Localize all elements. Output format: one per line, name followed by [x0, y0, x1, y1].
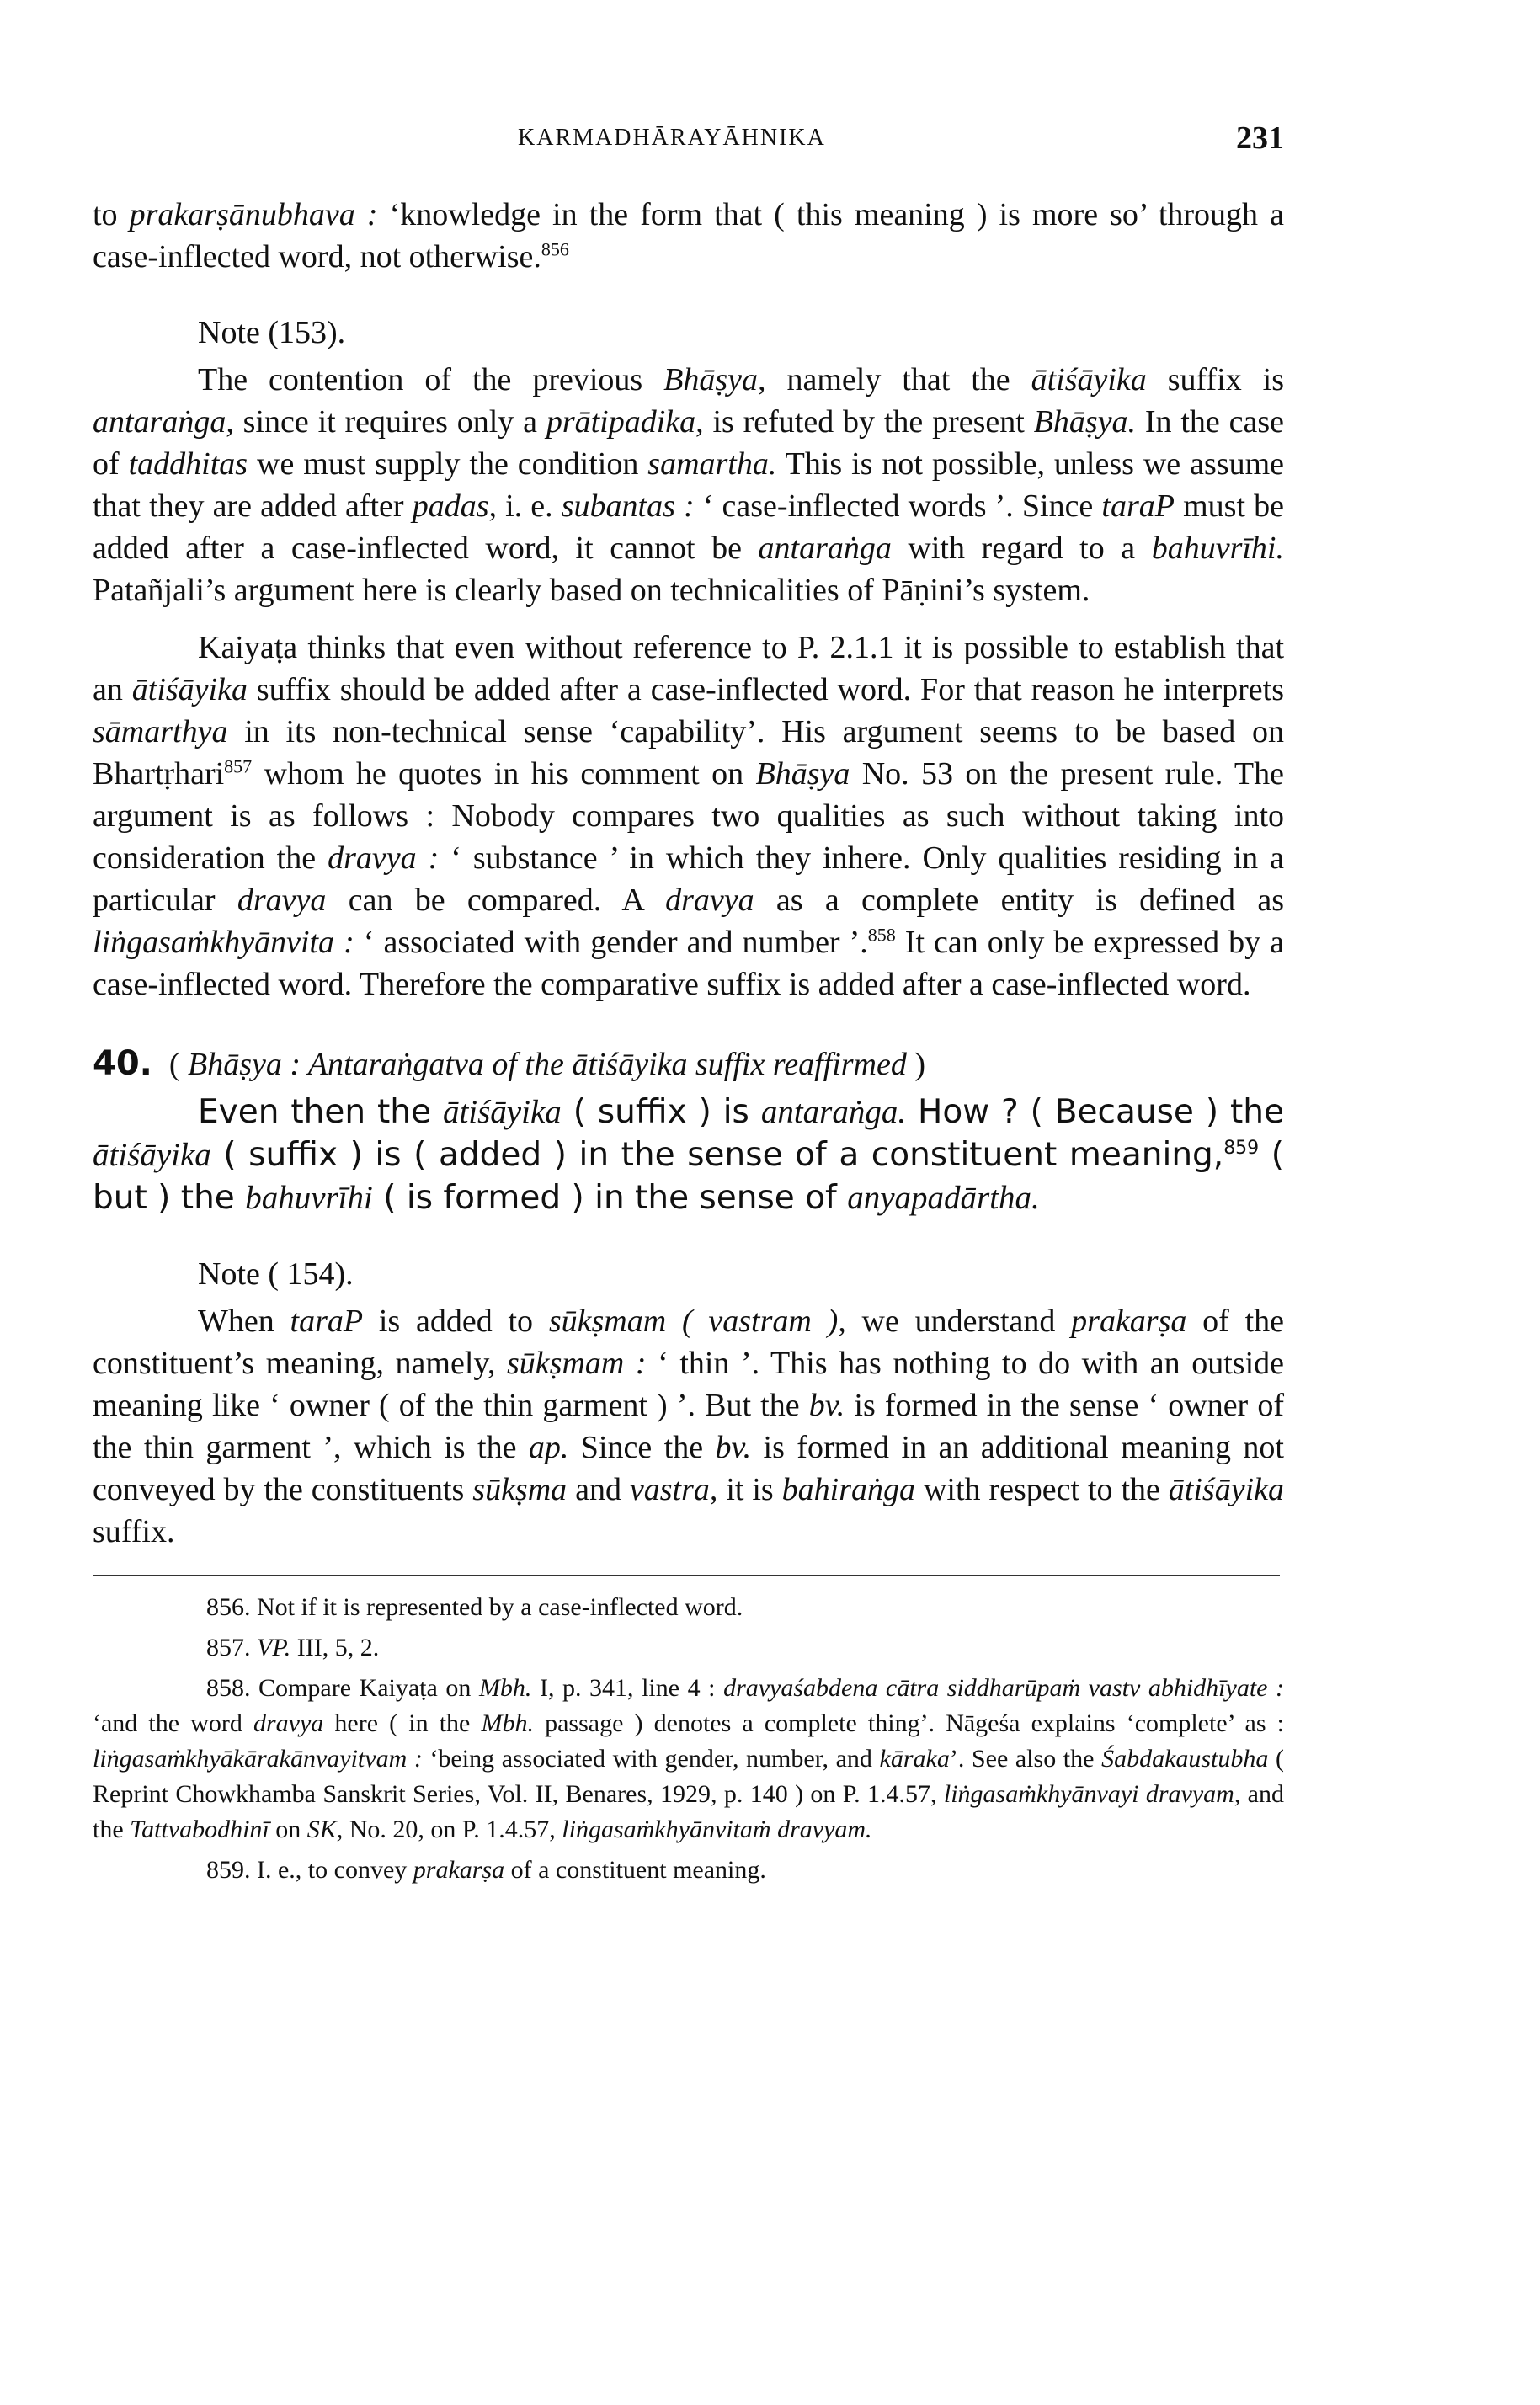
footnote-ref-858[interactable]: 858: [867, 924, 896, 946]
running-title: KARMADHĀRAYĀHNIKA: [518, 125, 826, 151]
footnote-856: 856. Not if it is represented by a case-inflected word.: [206, 1593, 743, 1621]
note-154-paragraph: When taraP is added to sūkṣmam ( vastram ), we understand prakarṣa of the constituent’s meaning, namely, sūkṣmam : ‘ thin ’. This has nothing to do with an outside meaning like ‘ owner ( of the thin garment ) ’. But the bv. is formed in the sense ‘ owner of the thin garment ’, which is the ap. Since the bv. is formed in an additional meaning not conveyed by the constituents sūkṣma and vastra, it is bahiraṅga with respect to the ātiśāyika suffix.: [93, 1304, 1285, 1549]
section-number: 40.: [93, 1044, 152, 1083]
footnote-ref-856[interactable]: 856: [541, 238, 569, 260]
footnotes: [93, 1590, 1284, 1888]
body-text: [93, 194, 1284, 1888]
section-40-translation: Even then the ātiśāyika ( suffix ) is antaraṅga. How ? ( Because ) the ātiśāyika ( suffix ) is ( added ) in the sense of a constituent meaning,$^{859}$ ( but ) the bahuvrīhi ( is formed ) in the sense of anyapadārtha.: [93, 1093, 1284, 1217]
section-40-heading: 40. ( Bhāṣya : Antaraṅgatva of the ātiśāyika suffix reaffirmed ): [93, 1044, 926, 1083]
paragraph-continuation: to prakarṣānubhava : ‘knowledge in the form that ( this meaning ) is more so’ through a case-inflected word, not otherwise.$^{856}$: [93, 197, 1284, 275]
footnote-ref-857[interactable]: 857: [224, 755, 253, 777]
footnote-divider: [93, 1575, 1280, 1576]
note-153-heading: Note (153).: [198, 315, 346, 350]
footnote-857: 857. VP. III, 5, 2.: [206, 1634, 380, 1661]
note-153-paragraph-1: The contention of the previous Bhāṣya, namely that the ātiśāyika suffix is antaraṅga, since it requires only a prātipadika, is refuted by the present Bhāṣya. In the case of taddhitas we must supply the condition samartha. This is not possible, unless we assume that they are added after padas, i. e. subantas : ‘ case-inflected words ’. Since taraP must be added after a case-inflected word, it cannot be antaraṅga with regard to a bahuvrīhi. Patañjali’s argument here is clearly based on technicalities of Pāṇini’s system.: [93, 362, 1284, 608]
footnote-ref-859[interactable]: 859: [1223, 1138, 1260, 1159]
page-number: 231: [1236, 120, 1284, 156]
footnote-859: 859. I. e., to convey prakarṣa of a constituent meaning.: [206, 1856, 766, 1884]
note-154-heading: Note ( 154).: [198, 1256, 354, 1292]
footnote-858: 858. Compare Kaiyaṭa on Mbh. I, p. 341, line 4 : dravyaśabdena cātra siddharūpaṁ vastv abhidhīyate : ‘and the word dravya here ( in the Mbh. passage ) denotes a complete thing’. Nāgeśa explains ‘complete’ as : liṅgasaṁkhyākārakānvayitvam : ‘being associated with gender, number, and kāraka’. See also the Śabdakaustubha ( Reprint Chowkhamba Sanskrit Series, Vol. II, Benares, 1929, p. 140 ) on P. 1.4.57, liṅgasaṁkhyānvayi dravyam, and the Tattvabodhinī on SK, No. 20, on P. 1.4.57, liṅgasaṁkhyānvitaṁ dravyam.: [93, 1674, 1285, 1843]
running-head: [93, 120, 1284, 167]
note-153-paragraph-2: Kaiyaṭa thinks that even without reference to P. 2.1.1 it is possible to establish that an ātiśāyika suffix should be added after a case-inflected word. For that reason he interprets sāmarthya in its non-technical sense ‘capability’. His argument seems to be based on Bhartṛhari$^{857}$ whom he quotes in his comment on Bhāṣya No. 53 on the present rule. The argument is as follows : Nobody compares two qualities as such without taking into consideration the dravya : ‘ substance ’ in which they inhere. Only qualities residing in a particular dravya can be compared. A dravya as a complete entity is defined as liṅgasaṁkhyānvita : ‘ associated with gender and number ’.$^{858}$ It can only be expressed by a case-inflected word. Therefore the comparative suffix is added after a case-inflected word.: [93, 630, 1284, 1002]
